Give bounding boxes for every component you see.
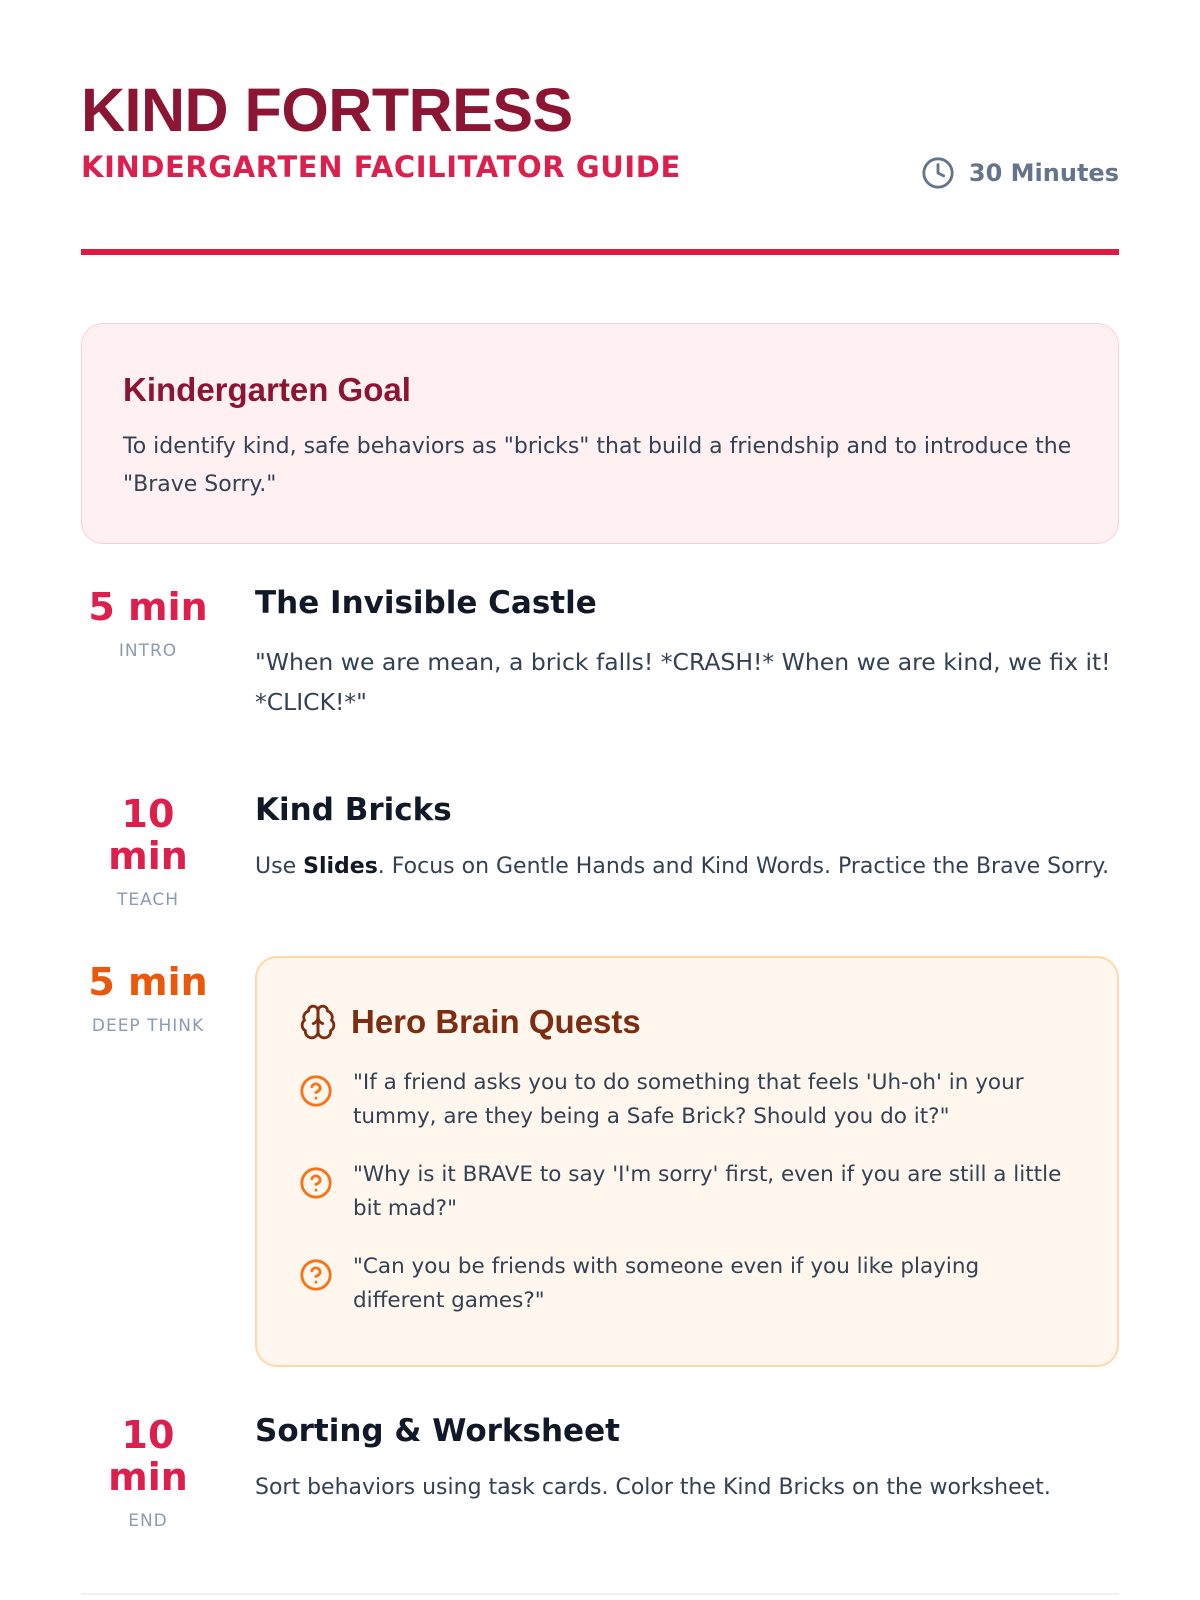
question-item bbox=[299, 1066, 1075, 1134]
question-icon bbox=[299, 1166, 333, 1200]
phase-tag: INTRO bbox=[118, 640, 178, 661]
time-column bbox=[81, 962, 215, 1036]
page-title: KIND FORTRESS bbox=[81, 76, 573, 144]
quest-box bbox=[255, 956, 1119, 1367]
question-icon bbox=[299, 1258, 333, 1292]
time-label: 5 min bbox=[88, 960, 208, 1004]
activity bbox=[255, 585, 1119, 722]
slides-link-text: Slides bbox=[303, 854, 378, 880]
quest-header bbox=[299, 1002, 1075, 1042]
goal-title: Kindergarten Goal bbox=[123, 371, 411, 408]
question-text: "Can you be friends with someone even if you like playing different games?" bbox=[353, 1253, 980, 1313]
text-after: . Focus on Gentle Hands and Kind Words. Practice the Brave Sorry. bbox=[377, 854, 1110, 880]
text-before: Use bbox=[255, 854, 304, 880]
duration-label: 30 Minutes bbox=[968, 159, 1119, 187]
activity bbox=[255, 1413, 1119, 1506]
activity-title: Sorting & Worksheet bbox=[255, 1413, 620, 1449]
time-column bbox=[81, 587, 215, 661]
clock-icon bbox=[921, 156, 955, 190]
activity-title: Kind Bricks bbox=[255, 792, 452, 828]
time-column bbox=[81, 1415, 215, 1531]
footer-divider bbox=[81, 1593, 1119, 1595]
activity-title: The Invisible Castle bbox=[255, 585, 597, 621]
phase-tag: TEACH bbox=[116, 889, 180, 910]
question-list bbox=[299, 1066, 1075, 1318]
time-label: 10 min bbox=[108, 792, 188, 878]
question-text: "If a friend asks you to do something that feels 'Uh-oh' in your tummy, are they being a Safe Brick? Should you do it?" bbox=[353, 1069, 1024, 1129]
page-subtitle: KINDERGARTEN FACILITATOR GUIDE bbox=[81, 150, 681, 184]
duration bbox=[921, 156, 1119, 190]
time-label: 10 min bbox=[108, 1413, 188, 1499]
goal-box bbox=[81, 323, 1119, 544]
question-item bbox=[299, 1250, 1075, 1318]
activity-text: "When we are mean, a brick falls! *CRASH!* When we are kind, we fix it! *CLICK!*" bbox=[255, 648, 1111, 717]
phase-tag: END bbox=[128, 1510, 168, 1531]
goal-text: To identify kind, safe behaviors as "bricks" that build a friendship and to introduce the "Brave Sorry." bbox=[123, 433, 1072, 497]
activity bbox=[255, 792, 1119, 885]
phase-tag: DEEP THINK bbox=[91, 1015, 205, 1036]
header bbox=[81, 0, 1119, 256]
question-text: "Why is it BRAVE to say 'I'm sorry' first, even if you are still a little bit mad?" bbox=[353, 1161, 1062, 1221]
activity-text bbox=[255, 849, 1119, 885]
header-divider bbox=[81, 249, 1119, 255]
question-icon bbox=[299, 1074, 333, 1108]
quest-title: Hero Brain Quests bbox=[351, 1003, 641, 1040]
time-column bbox=[81, 794, 215, 910]
activity-text: Sort behaviors using task cards. Color the Kind Bricks on the worksheet. bbox=[255, 1475, 1051, 1501]
question-item bbox=[299, 1158, 1075, 1226]
time-label: 5 min bbox=[88, 585, 208, 629]
brain-icon bbox=[299, 1003, 337, 1041]
